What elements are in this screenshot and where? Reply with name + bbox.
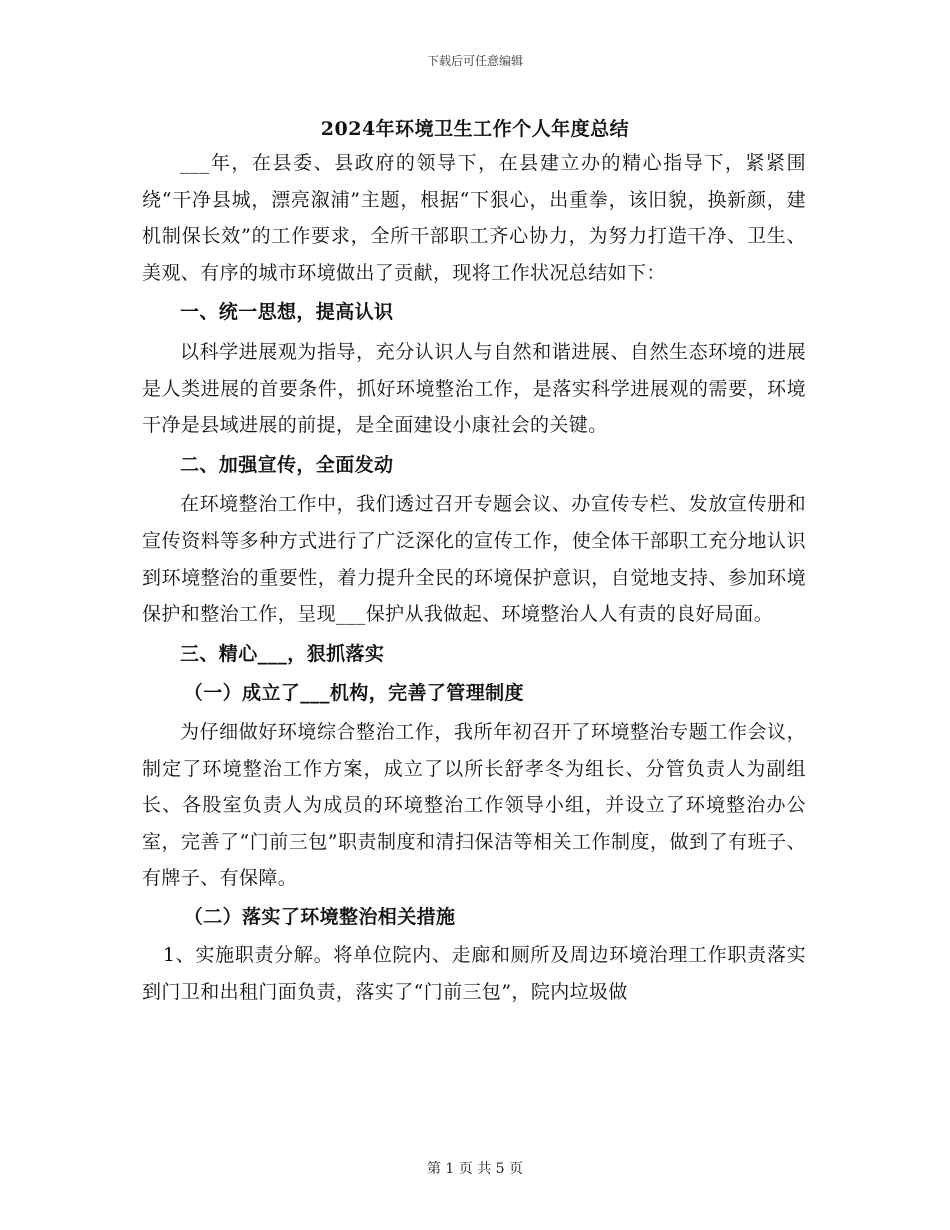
subsection-1-paragraph: 为仔细做好环境综合整治工作，我所年初召开了环境整治专题工作会议，制定了环境整治工作方案，成立了以所长舒孝冬为组长、分管负责人为副组长、各股室负责人为成员的环境整治工作领导小组，并设立了环境整治办公室，完善了“门前三包”职责制度和清扫保洁等相关工作制度，做到了有班子、有牌子、有保障。 [142, 720, 806, 890]
section-2-heading: 二、加强宣传，全面发动 [180, 453, 394, 476]
document-body [142, 145, 806, 1011]
section-1-heading: 一、统一思想，提高认识 [180, 301, 394, 324]
subsection-2-heading: （二）落实了环境整治相关措施 [183, 905, 456, 928]
document-title: 2024年环境卫生工作个人年度总结 [320, 118, 630, 140]
subsection-1-heading: （一）成立了___机构，完善了管理制度 [183, 682, 524, 705]
page-number: 第 1 页 共 5 页 [426, 1161, 524, 1177]
intro-paragraph: ___年，在县委、县政府的领导下，在县建立办的精心指导下，紧紧围绕“干净县城，漂亮溆浦”主题，根据“下狠心，出重拳，该旧貌，换新颜，建机制保长效”的工作要求，全所干部职工齐心协力，为努力打造干净、卫生、美观、有序的城市环境做出了贡献，现将工作状况总结如下： [142, 152, 806, 284]
page-header-note: 下载后可任意编辑 [426, 54, 523, 68]
section-2-paragraph: 在环境整治工作中，我们透过召开专题会议、办宣传专栏、发放宣传册和宣传资料等多种方式进行了广泛深化的宣传工作，使全体干部职工充分地认识到环境整治的重要性，着力提升全民的环境保护意识，自觉地支持、参加环境保护和整治工作，呈现___保护从我做起、环境整治人人有责的良好局面。 [142, 493, 806, 626]
section-3-heading: 三、精心___，狠抓落实 [180, 642, 385, 665]
item-1-paragraph: 1、实施职责分解。将单位院内、走廊和厕所及周边环境治理工作职责落实到门卫和出租门面负责，落实了“门前三包”，院内垃圾做 [142, 944, 806, 1004]
section-1-paragraph: 以科学进展观为指导，充分认识人与自然和谐进展、自然生态环境的进展是人类进展的首要条件，抓好环境整治工作，是落实科学进展观的需要，环境干净是县域进展的前提，是全面建设小康社会的关键。 [142, 340, 806, 437]
